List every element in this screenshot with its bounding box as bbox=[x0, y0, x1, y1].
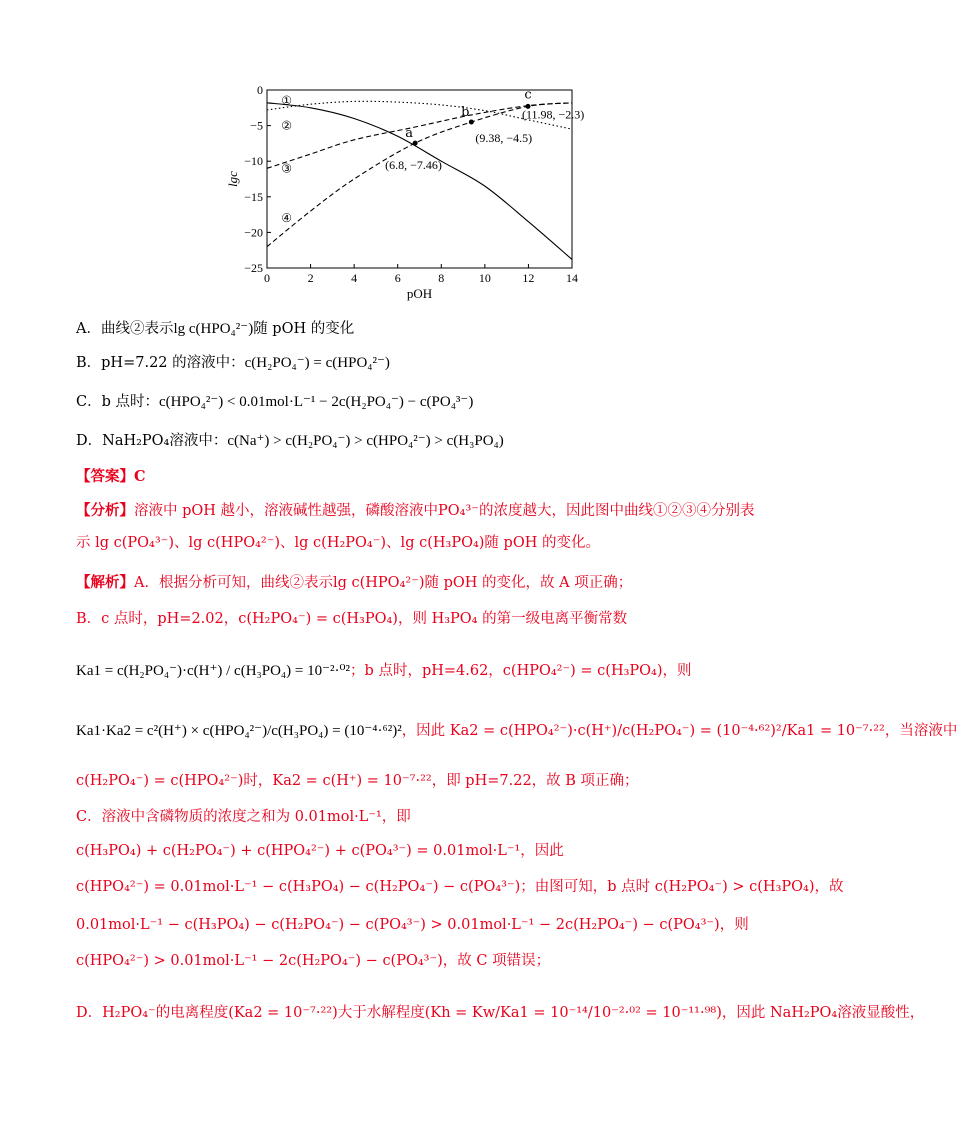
x-tick-label: 14 bbox=[566, 271, 578, 285]
lgc-vs-poh-chart bbox=[222, 80, 592, 310]
solution-line-b2: Ka1 = c(H₂PO₄⁻)·c(H⁺) / c(H₃PO₄) = 10⁻²·⁰²；b 点时，pH=4.62，c(HPO₄²⁻) = c(H₃PO₄)，则 bbox=[76, 663, 692, 679]
answer-line: 【答案】C bbox=[76, 468, 146, 485]
point-label-a: a bbox=[405, 126, 414, 142]
solution-line-c3: c(HPO₄²⁻) = 0.01mol·L⁻¹ − c(H₃PO₄) − c(H₂PO₄⁻) − c(PO₄³⁻)；由图可知，b 点时 c(H₂PO₄⁻) > c(H₃PO₄)，故 bbox=[76, 879, 844, 895]
x-tick-label: 8 bbox=[438, 271, 445, 285]
series-label-3: ③ bbox=[281, 161, 292, 176]
option-c: C．b 点时：c(HPO₄²⁻) < 0.01mol·L⁻¹ − 2c(H₂PO₄⁻) − c(PO₄³⁻) bbox=[76, 394, 474, 410]
point-b bbox=[469, 120, 474, 125]
solution-line-b3: Ka1·Ka2 = c²(H⁺) × c(HPO₄²⁻)/c(H₃PO₄) = (10⁻⁴·⁶²)²，因此 Ka2 = c(HPO₄²⁻)·c(H⁺)/c(H₂PO₄⁻) = (10⁻⁴·⁶²)²/Ka1 = 10⁻⁷·²²，当溶液中 bbox=[76, 723, 957, 739]
y-tick-label: −5 bbox=[250, 118, 263, 133]
option-d: D．NaH₂PO₄溶液中：c(Na⁺) > c(H₂PO₄⁻) > c(HPO₄²⁻) > c(H₃PO₄) bbox=[76, 433, 504, 449]
option-b: B．pH=7.22 的溶液中：c(H₂PO₄⁻) = c(HPO₄²⁻) bbox=[76, 355, 390, 371]
x-axis-label: pOH bbox=[406, 286, 433, 301]
point-a bbox=[413, 141, 418, 146]
series-line-1 bbox=[267, 103, 572, 260]
solution-line-a: 【解析】A．根据分析可知，曲线②表示lg c(HPO₄²⁻)随 pOH 的变化，故 A 项正确； bbox=[76, 574, 633, 591]
y-tick-label: 0 bbox=[257, 83, 263, 97]
y-tick-label: −10 bbox=[244, 154, 263, 169]
solution-line-c1: C．溶液中含磷物质的浓度之和为 0.01mol·L⁻¹，即 bbox=[76, 809, 411, 825]
point-coord-b: (9.38, −4.5) bbox=[475, 131, 533, 146]
series-label-1: ① bbox=[281, 93, 292, 108]
y-axis-label: lgc bbox=[225, 171, 240, 187]
analysis-line-1: 【分析】溶液中 pOH 越小，溶液碱性越强，磷酸溶液中PO₄³⁻的浓度越大，因此图中曲线①②③④分别表 bbox=[76, 502, 755, 519]
y-tick-label: −15 bbox=[244, 189, 263, 204]
x-tick-label: 6 bbox=[394, 271, 401, 285]
y-tick-label: −20 bbox=[244, 225, 263, 240]
series-line-4 bbox=[267, 103, 572, 247]
solution-line-b4: c(H₂PO₄⁻) = c(HPO₄²⁻)时，Ka2 = c(H⁺) = 10⁻⁷·²²，即 pH=7.22，故 B 项正确； bbox=[76, 773, 639, 789]
y-tick-label: −25 bbox=[244, 261, 263, 275]
series-label-2: ② bbox=[281, 118, 292, 133]
point-coord-c: (11.98, −2.3) bbox=[521, 107, 585, 122]
point-coord-a: (6.8, −7.46) bbox=[385, 158, 442, 173]
series-label-4: ④ bbox=[281, 211, 292, 226]
x-tick-label: 10 bbox=[478, 271, 491, 285]
solution-line-d1: D．H₂PO₄⁻的电离程度(Ka2 = 10⁻⁷·²²)大于水解程度(Kh = Kw/Ka1 = 10⁻¹⁴/10⁻²·⁰² = 10⁻¹¹·⁹⁸)，因此 NaH₂PO₄溶液显酸性， bbox=[76, 1005, 925, 1021]
solution-line-c2: c(H₃PO₄) + c(H₂PO₄⁻) + c(HPO₄²⁻) + c(PO₄³⁻) = 0.01mol·L⁻¹，因此 bbox=[76, 843, 564, 859]
option-a: A．曲线②表示lg c(HPO₄²⁻)随 pOH 的变化 bbox=[76, 321, 355, 337]
point-label-c: c bbox=[524, 87, 532, 103]
solution-line-c4: 0.01mol·L⁻¹ − c(H₃PO₄) − c(H₂PO₄⁻) − c(PO₄³⁻) > 0.01mol·L⁻¹ − 2c(H₂PO₄⁻) − c(PO₄³⁻)，则 bbox=[76, 917, 749, 933]
analysis-line-2: 示 lg c(PO₄³⁻)、lg c(HPO₄²⁻)、lg c(H₂PO₄⁻)、lg c(H₃PO₄)随 pOH 的变化。 bbox=[76, 535, 600, 551]
x-tick-label: 12 bbox=[522, 271, 535, 285]
solution-line-b1: B．c 点时，pH=2.02，c(H₂PO₄⁻) = c(H₃PO₄)，则 H₃PO₄ 的第一级电离平衡常数 bbox=[76, 611, 628, 627]
x-tick-label: 0 bbox=[264, 271, 270, 285]
solution-line-c5: c(HPO₄²⁻) > 0.01mol·L⁻¹ − 2c(H₂PO₄⁻) − c(PO₄³⁻)，故 C 项错误； bbox=[76, 953, 551, 969]
point-label-b: b bbox=[461, 105, 470, 121]
x-tick-label: 2 bbox=[307, 271, 314, 285]
x-tick-label: 4 bbox=[351, 271, 358, 285]
